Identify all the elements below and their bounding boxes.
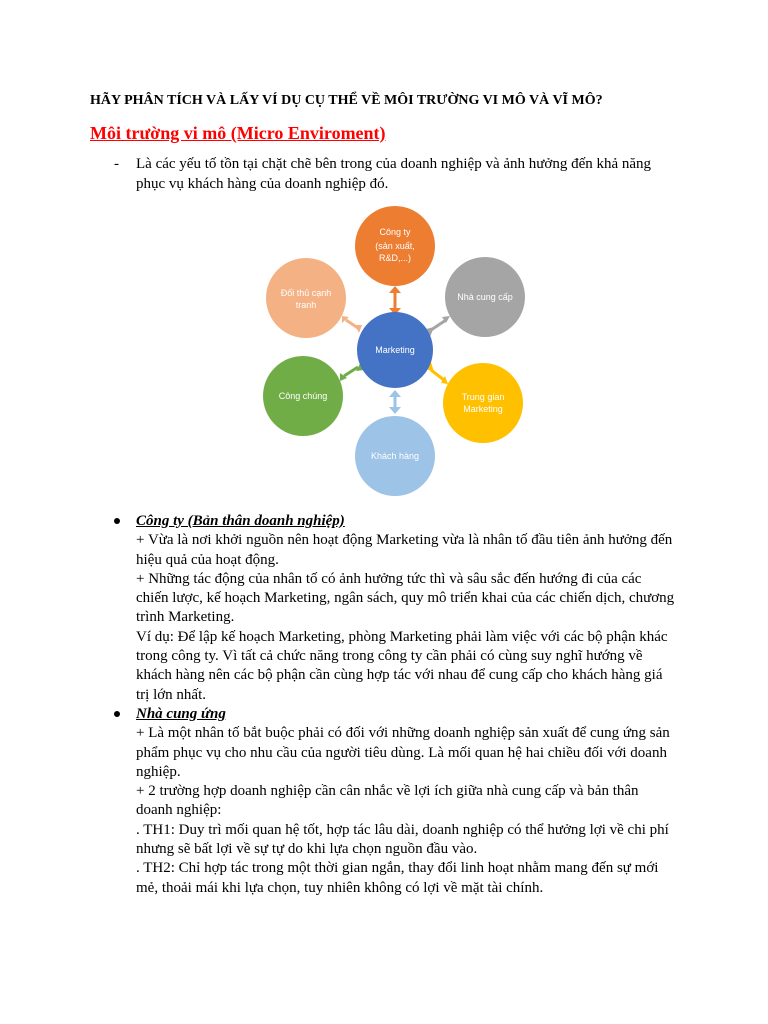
- bullet-dot: [114, 518, 120, 524]
- dash-marker: -: [114, 156, 119, 172]
- node-competitor: [266, 258, 346, 338]
- node-competitor-line-2: tranh: [295, 300, 317, 310]
- node-company-line-2: (sản xuất,: [375, 241, 415, 251]
- node-company-line-1: Công ty: [379, 227, 411, 237]
- arrow-supplier: [426, 316, 450, 337]
- company-line-1: + Vừa là nơi khởi nguồn nên hoạt động Marketing vừa là nhân tố đầu tiên ảnh hưởng đến hiệu quả của hoạt động.: [136, 532, 673, 568]
- bullet-company: [114, 512, 676, 705]
- bullet-heading-supplier: Nhà cung ứng: [136, 705, 226, 722]
- company-example: Ví dụ: Để lập kế hoạch Marketing, phòng Marketing phải làm việc với các bộ phận khác trong công ty. Vì tất cả chức năng trong công ty cần phải có cùng suy nghĩ hướng về khách hàng nên các bộ phận cần cùng hợp tác với nhau để cung cấp cho khách hàng giá trị lớn nhất.: [136, 628, 668, 703]
- company-line-2: + Những tác động của nhân tố có ảnh hưởng tức thì và sâu sắc đến hướng đi của các chiến lược, kế hoạch Marketing, ngân sách, quy mô triển khai của các chiến dịch, chương trình Marketing.: [136, 570, 675, 626]
- node-supplier: [445, 257, 525, 337]
- node-customer: [355, 416, 435, 496]
- node-company-line-3: R&D,...): [378, 253, 412, 263]
- node-company: [355, 206, 435, 286]
- node-public: [263, 356, 343, 436]
- node-customer-label: Khách hàng: [370, 451, 420, 461]
- node-marketing: [357, 312, 433, 388]
- supplier-line-2: + 2 trường hợp doanh nghiệp cần cân nhắc về lợi ích giữa nhà cung cấp và bản thân doanh nghiệp:: [136, 783, 639, 819]
- page-title: HÃY PHÂN TÍCH VÀ LẤY VÍ DỤ CỤ THỂ VỀ MÔI TRƯỜNG VI MÔ VÀ VĨ MÔ?: [90, 93, 603, 108]
- node-public-label: Công chúng: [278, 391, 328, 401]
- node-competitor-line-1: Đối thủ cạnh: [280, 288, 332, 298]
- supplier-case-1: . TH1: Duy trì mối quan hệ tốt, hợp tác lâu dài, doanh nghiệp có thể hưởng lợi về chi phí nhưng sẽ bất lợi về sự tự do khi lựa chọn nguồn đầu vào.: [136, 821, 669, 858]
- node-supplier-label: Nhà cung cấp: [457, 292, 513, 302]
- bullet-heading-company: Công ty (Bản thân doanh nghiệp): [136, 513, 345, 529]
- node-marketing-label: Marketing: [375, 345, 415, 355]
- supplier-case-2: . TH2: Chỉ hợp tác trong một thời gian ngắn, thay đổi linh hoạt nhằm mang đến sự mới mẻ, thoải mái khi lựa chọn, tuy nhiên không có lợi về mặt tài chính.: [136, 860, 659, 896]
- bullet-list: [114, 512, 676, 898]
- node-intermediary-line-1: Trung gian: [461, 392, 505, 402]
- intro-paragraph: [114, 155, 674, 194]
- section-title: Môi trường vi mô (Micro Enviroment): [90, 123, 386, 143]
- arrow-competitor: [342, 316, 362, 333]
- supplier-line-1: + Là một nhân tố bắt buộc phải có đối với những doanh nghiệp sản xuất để cung ứng sản phẩm phục vụ cho nhu cầu của người tiêu dùng. Là mối quan hệ hai chiều đối với doanh nghiệp.: [136, 725, 670, 780]
- bullet-dot: [114, 711, 120, 717]
- bullet-supplier: [114, 705, 676, 898]
- arrow-customer: [389, 390, 401, 414]
- micro-environment-diagram: [255, 198, 535, 498]
- node-intermediary-line-2: Marketing: [463, 404, 503, 414]
- intro-text: Là các yếu tố tồn tại chặt chẽ bên trong của doanh nghiệp và ảnh hưởng đến khả năng phục vụ khách hàng của doanh nghiệp đó.: [136, 156, 652, 192]
- arrow-company: [389, 286, 401, 315]
- node-intermediary: [443, 363, 523, 443]
